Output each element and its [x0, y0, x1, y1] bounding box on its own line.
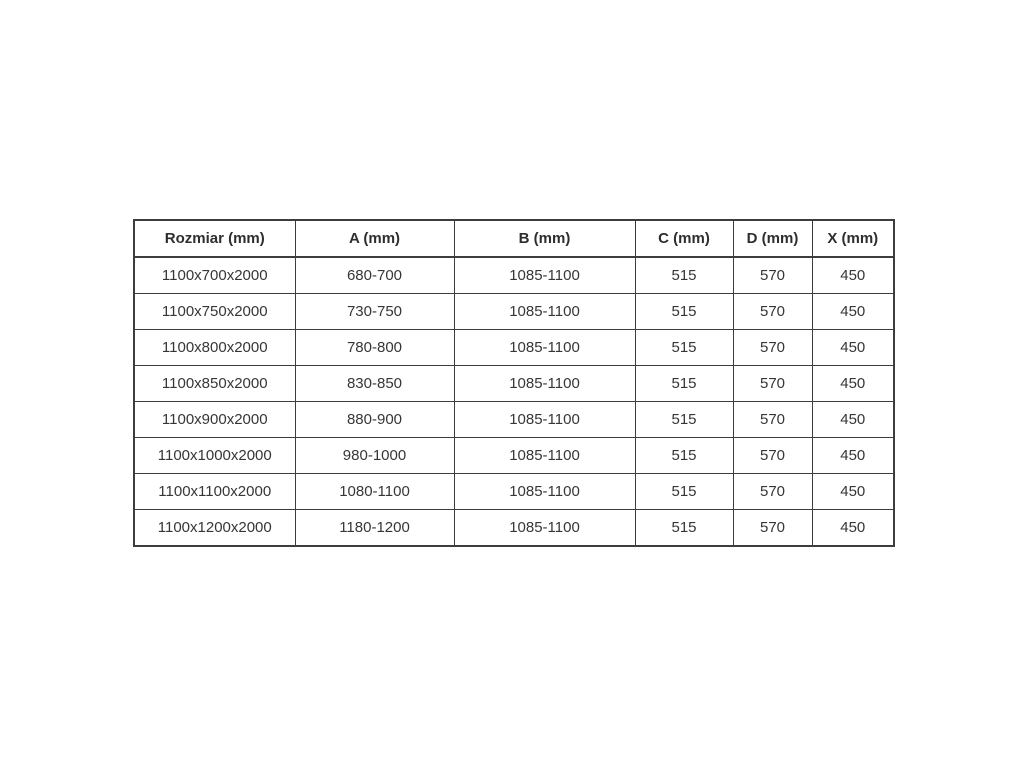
table-cell: 880-900 [295, 402, 454, 438]
table-row [134, 402, 894, 438]
table-cell: 1100x1100x2000 [134, 474, 295, 510]
table-cell: 780-800 [295, 330, 454, 366]
table-cell: 515 [635, 366, 733, 402]
table-cell: 680-700 [295, 257, 454, 294]
table-row [134, 474, 894, 510]
column-header-c: C (mm) [635, 220, 733, 257]
table-cell: 515 [635, 257, 733, 294]
table-row [134, 294, 894, 330]
table-cell: 1085-1100 [454, 474, 635, 510]
table-cell: 1100x1000x2000 [134, 438, 295, 474]
table-cell: 1100x700x2000 [134, 257, 295, 294]
table-cell: 1085-1100 [454, 257, 635, 294]
table-cell: 1100x850x2000 [134, 366, 295, 402]
table-cell: 980-1000 [295, 438, 454, 474]
table-cell: 450 [812, 474, 894, 510]
table-cell: 450 [812, 402, 894, 438]
table-cell: 450 [812, 438, 894, 474]
table-cell: 1100x750x2000 [134, 294, 295, 330]
column-header-a: A (mm) [295, 220, 454, 257]
table-body [134, 257, 894, 546]
table-cell: 450 [812, 510, 894, 547]
table-cell: 1100x1200x2000 [134, 510, 295, 547]
column-header-x: X (mm) [812, 220, 894, 257]
table-cell: 570 [733, 402, 812, 438]
table-cell: 450 [812, 366, 894, 402]
table-cell: 450 [812, 330, 894, 366]
table-cell: 570 [733, 294, 812, 330]
table-cell: 830-850 [295, 366, 454, 402]
table-cell: 1085-1100 [454, 510, 635, 547]
column-header-d: D (mm) [733, 220, 812, 257]
table-cell: 1085-1100 [454, 402, 635, 438]
table-cell: 570 [733, 330, 812, 366]
table-row [134, 257, 894, 294]
table-cell: 570 [733, 438, 812, 474]
table-cell: 1080-1100 [295, 474, 454, 510]
table-cell: 570 [733, 366, 812, 402]
table-row [134, 510, 894, 547]
table-cell: 450 [812, 257, 894, 294]
table-cell: 570 [733, 257, 812, 294]
table-cell: 570 [733, 474, 812, 510]
table-cell: 515 [635, 330, 733, 366]
table-cell: 730-750 [295, 294, 454, 330]
table-cell: 515 [635, 402, 733, 438]
table-cell: 1180-1200 [295, 510, 454, 547]
table-cell: 1100x900x2000 [134, 402, 295, 438]
table-header [134, 220, 894, 257]
table-cell: 515 [635, 294, 733, 330]
table-cell: 1085-1100 [454, 330, 635, 366]
column-header-rozmiar: Rozmiar (mm) [134, 220, 295, 257]
table-cell: 450 [812, 294, 894, 330]
table-cell: 1085-1100 [454, 366, 635, 402]
column-header-b: B (mm) [454, 220, 635, 257]
table-cell: 515 [635, 510, 733, 547]
table-cell: 1100x800x2000 [134, 330, 295, 366]
table-row [134, 438, 894, 474]
spec-table-container [133, 219, 895, 547]
table-cell: 515 [635, 438, 733, 474]
size-specification-table [133, 219, 895, 547]
table-cell: 1085-1100 [454, 294, 635, 330]
table-cell: 515 [635, 474, 733, 510]
table-row [134, 330, 894, 366]
table-row [134, 366, 894, 402]
header-row [134, 220, 894, 257]
table-cell: 570 [733, 510, 812, 547]
table-cell: 1085-1100 [454, 438, 635, 474]
